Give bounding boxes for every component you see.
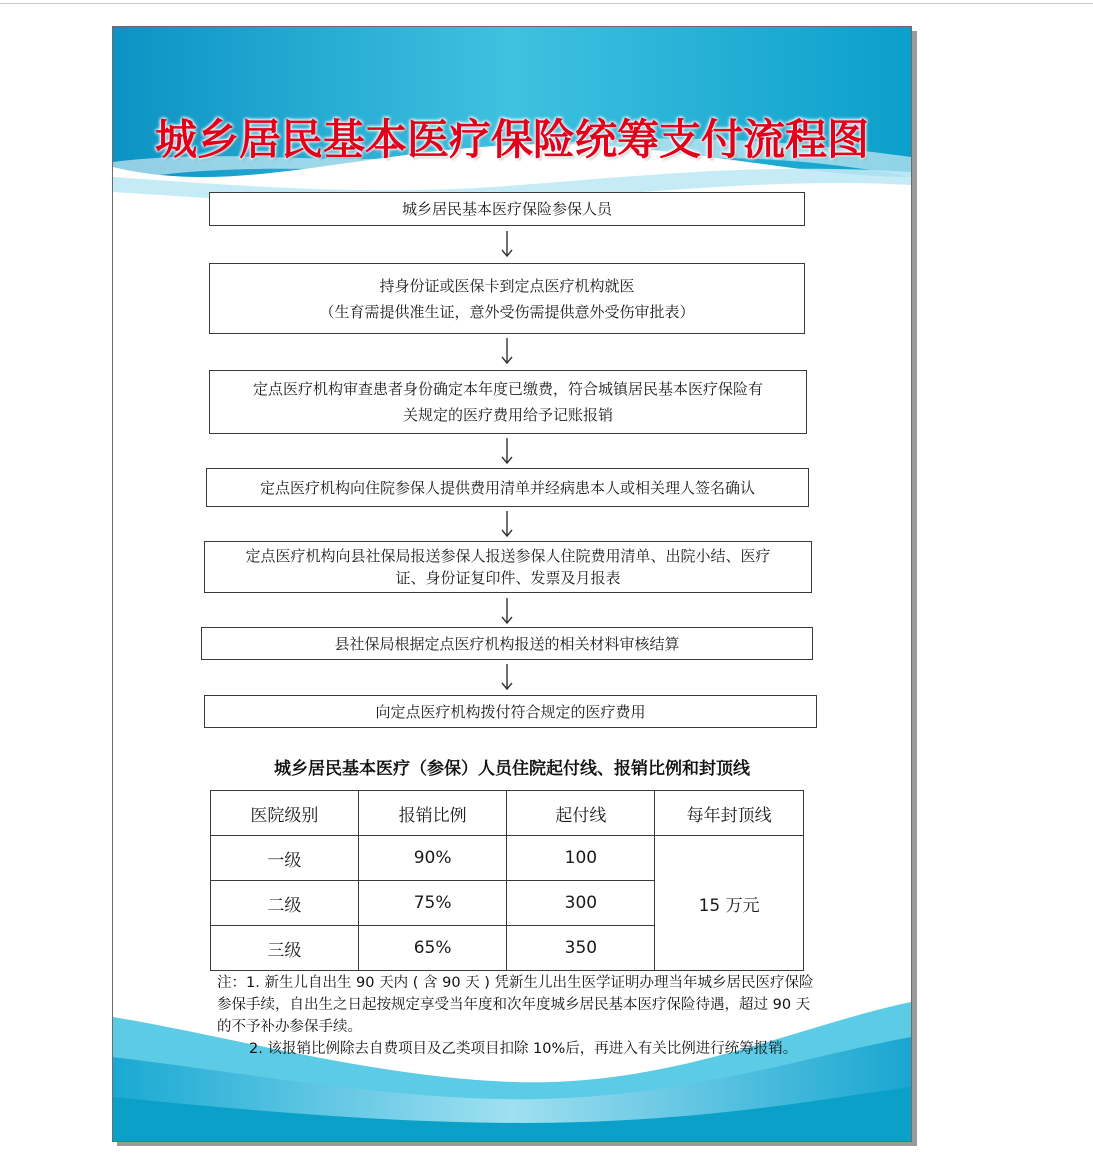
- flow-step-text: 定点医疗机构审查患者身份确定本年度已缴费，符合城镇居民基本医疗保险有: [252, 380, 763, 398]
- flow-step-submit-documents: [204, 541, 812, 593]
- cell-rate: 90%: [358, 836, 507, 881]
- cell-deductible: 100: [507, 836, 655, 881]
- flow-step-text: 城乡居民基本医疗保险参保人员: [401, 200, 612, 218]
- down-arrow-icon: [500, 663, 514, 691]
- notes: [217, 972, 817, 1060]
- note-newborn: 注：1. 新生儿自出生 90 天内 ( 含 90 天 ) 凭新生儿出生医学证明办理当年城乡居民医疗保险参保手续，自出生之日起按规定享受当年度和次年度城乡居民基本医疗保险待遇，超过 90 天的不予补办参保手续。: [217, 975, 814, 1035]
- cell-deductible: 300: [507, 881, 655, 926]
- header-hospital-level: 医院级别: [211, 791, 359, 836]
- down-arrow-icon: [500, 337, 514, 365]
- flow-step-text: （生育需提供准生证，意外受伤需提供意外受伤审批表）: [319, 302, 695, 321]
- flow-step-enrollees: [209, 192, 805, 226]
- note-reimbursement: 2. 该报销比例除去自费项目及乙类项目扣除 10%后，再进入有关比例进行统筹报销。: [249, 1041, 798, 1057]
- cell-level: 二级: [211, 881, 359, 926]
- flow-step-verify-identity: [209, 370, 807, 434]
- cell-level: 三级: [211, 926, 359, 971]
- flow-step-visit-hospital: [209, 263, 805, 334]
- header-annual-cap: 每年封顶线: [655, 791, 804, 836]
- flow-step-text: 县社保局根据定点医疗机构报送的相关材料审核结算: [334, 634, 680, 653]
- table-row: [211, 836, 804, 881]
- header-reimbursement-rate: 报销比例: [358, 791, 507, 836]
- down-arrow-icon: [500, 597, 514, 625]
- down-arrow-icon: [500, 230, 514, 258]
- poster: [112, 26, 912, 1142]
- poster-title: 城乡居民基本医疗保险统筹支付流程图: [154, 115, 869, 164]
- top-divider: [0, 3, 1093, 4]
- flow-step-text: 证、身份证复印件、发票及月报表: [395, 569, 621, 587]
- cell-deductible: 350: [507, 926, 655, 971]
- flow-step-audit-settlement: [201, 627, 813, 660]
- cell-annual-cap: 15 万元: [655, 836, 804, 971]
- flow-step-text: 关规定的医疗费用给予记账报销: [402, 406, 613, 424]
- flow-step-cost-list-signature: [206, 468, 809, 507]
- cell-rate: 75%: [358, 881, 507, 926]
- header-deductible: 起付线: [507, 791, 655, 836]
- reimbursement-table: [210, 790, 804, 971]
- flow-step-payment: [204, 695, 817, 728]
- flow-step-text: 向定点医疗机构拨付符合规定的医疗费用: [375, 702, 646, 721]
- down-arrow-icon: [500, 510, 514, 538]
- cell-level: 一级: [211, 836, 359, 881]
- down-arrow-icon: [500, 437, 514, 465]
- table-header-row: [211, 791, 804, 836]
- flow-step-text: 定点医疗机构向县社保局报送参保人报送参保人住院费用清单、出院小结、医疗: [245, 547, 771, 565]
- flow-step-text: 持身份证或医保卡到定点医疗机构就医: [379, 276, 635, 295]
- cell-rate: 65%: [358, 926, 507, 971]
- flow-step-text: 定点医疗机构向住院参保人提供费用清单并经病患本人或相关理人签名确认: [259, 478, 755, 497]
- table-title: 城乡居民基本医疗（参保）人员住院起付线、报销比例和封顶线: [274, 759, 750, 779]
